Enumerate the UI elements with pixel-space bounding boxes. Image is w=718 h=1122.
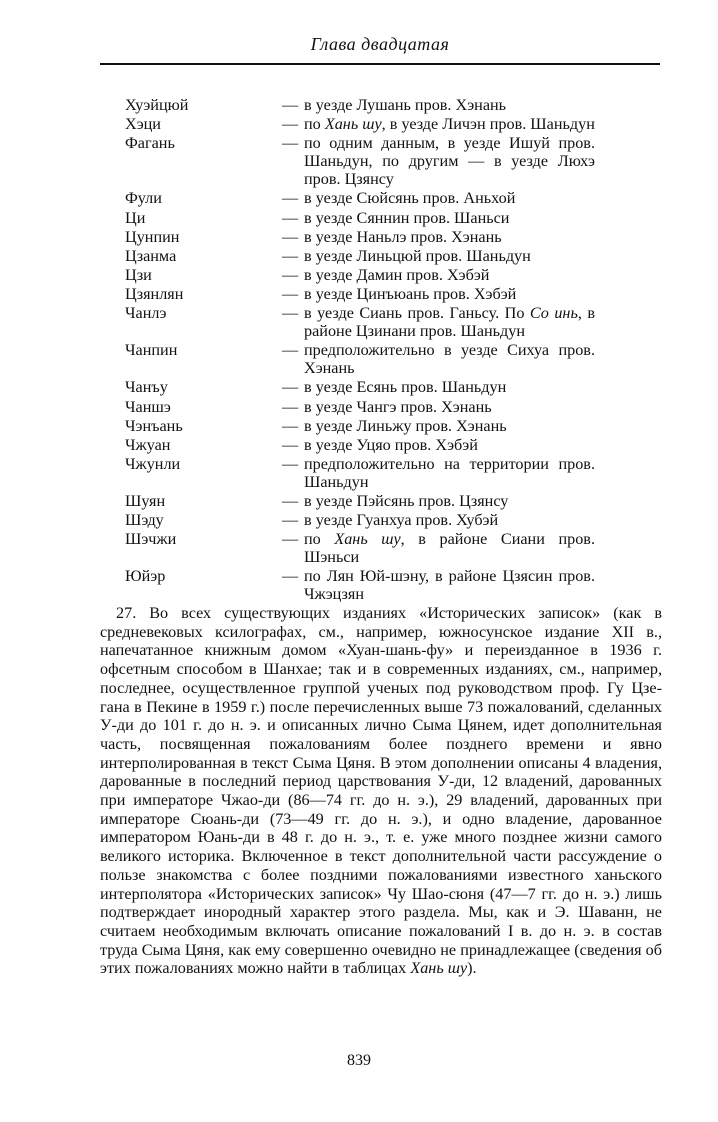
place-entry [125,285,595,303]
place-name: Чжунли [125,454,181,473]
place-entry [125,96,595,114]
place-name: Чанъу [125,378,168,397]
place-name: Чаншэ [125,397,171,416]
place-location: по одним данным, в уезде Ишуй пров. Шаньдун, по другим — в уезде Люхэ пров. Цзянсу [304,134,595,189]
place-location: в уезде Линьжу пров. Хэнань [304,416,507,435]
dash: — [282,378,299,397]
place-entry [125,417,595,435]
place-name: Хэци [125,115,161,134]
place-location: предположительно в уезде Сихуа пров. Хэнань [304,341,595,378]
dash: — [282,227,299,246]
dash: — [282,304,299,323]
italic-title: Хань шу [410,959,468,978]
dash: — [282,341,299,360]
text-run: , в уезде Личэн пров. Шаньдун [381,115,595,134]
place-location: в уезде Дамин пров. Хэбэй [304,265,490,284]
dash: — [282,115,299,134]
place-entry [125,189,595,207]
dash: — [282,397,299,416]
place-entry [125,134,595,188]
place-location: в уезде Пэйсянь пров. Цзянсу [304,491,509,510]
place-location: по Лян Юй-шэну, в районе Цзясин пров. Чжэцзян [304,567,595,604]
place-entry [125,228,595,246]
place-location [304,115,595,133]
note-27 [100,604,662,978]
text-run: по [304,530,335,549]
place-name: Ци [125,208,146,227]
place-entry [125,436,595,454]
place-name: Шэчжи [125,530,177,549]
header-rule [100,63,660,65]
place-location: в уезде Сюйсянь пров. Аньхой [304,189,516,208]
place-entry [125,530,595,566]
place-location: в уезде Цинъюань пров. Хэбэй [304,284,517,303]
dash: — [282,435,299,454]
place-entry [125,209,595,227]
dash: — [282,284,299,303]
place-name: Фули [125,189,162,208]
text-run: ). [467,959,477,978]
place-entry [125,492,595,510]
place-location: в уезде Линьцюй пров. Шаньдун [304,246,531,265]
place-entry [125,398,595,416]
place-name: Хуэйцюй [125,96,189,114]
italic-title: Со инь [529,304,578,323]
place-location: в уезде Наньлэ пров. Хэнань [304,227,502,246]
dash: — [282,134,299,153]
place-location: в уезде Уцяо пров. Хэбэй [304,435,478,454]
page-number: 839 [347,1052,371,1069]
place-name: Фагань [125,134,175,153]
place-name: Чанпин [125,341,178,360]
place-location: в уезде Гуанхуа пров. Хубэй [304,511,499,530]
dash: — [282,189,299,208]
text-run: в уезде Сиань пров. Ганьсу. По [304,304,530,323]
place-location [304,304,595,340]
dash: — [282,265,299,284]
place-entry [125,266,595,284]
dash: — [282,454,299,473]
italic-title: Хань шу [334,530,401,549]
dash: — [282,416,299,435]
place-name: Юйэр [125,567,166,586]
place-name: Чэнъань [125,416,183,435]
place-entry [125,455,595,491]
dash: — [282,491,299,510]
dash: — [282,96,299,114]
place-location: в уезде Чангэ пров. Хэнань [304,397,492,416]
place-location: в уезде Сяннин пров. Шаньси [304,208,510,227]
text-run: по [304,115,325,134]
text-run: 27. Во всех существующих изданиях «Исторических записок» (как в средневековых ксилографах, см., например, южносунское издание XII в., напечатанное книжным домом «Хуан-шань-фу» и переизданное в 1936 г. офсетным способом в Шанхае; так и в современных изданиях, см., например, последнее, осуществленное группой ученых под руководством проф. Гу Цзе-гана в Пекине в 1959 г.) после перечисленных выше 73 пожалований, сделанных У-ди до 101 г. до н. э. и описанных лично Сыма Цянем, идет дополнительная часть, посвященная пожалованиям более позднего времени и явно интерполированная в текст Сыма Цяня. В этом дополнении описаны 4 владения, дарованные в последний период царствования У-ди, 12 владений, дарованных при императоре Чжао-ди (86—74 гг. до н. э.), 29 владений, дарованных при императоре Сюань-ди (73—49 гг. до н. э.), и одно владение, дарованное императором Юань-ди в 48 г. до н. э., т. е. уже много позднее жизни самого великого историка. Включенное в текст дополнительной части рассуждение о пользе знакомства с более поздними пожалованиями известного ханьского интерполятора «Исторических записок» Чу Шао-сюня (47—7 гг. до н. э.) лишь подтверждает инородный характер этого раздела. Мы, как и Э. Шаванн, не считаем необходимым включать описание пожалований I в. до н. э. в состав труда Сыма Цяня, как ему совершенно очевидно не принадлежащее (сведения об этих пожалованиях можно найти в таблицах [100,604,662,978]
dash: — [282,511,299,530]
dash: — [282,246,299,265]
place-location: в уезде Лушань пров. Хэнань [304,96,507,114]
place-name: Цзанма [125,246,177,265]
text-run: , в районе Цзинани пров. Шаньдун [304,304,595,341]
place-location: предположительно на территории пров. Шаньдун [304,454,595,491]
dash: — [282,567,299,586]
place-name: Цунпин [125,227,180,246]
dash: — [282,208,299,227]
place-name: Шэду [125,511,164,530]
place-name: Цзянлян [125,284,184,303]
place-entry [125,341,595,377]
place-name: Цзи [125,265,152,284]
italic-title: Хань шу [324,115,382,134]
place-entry [125,511,595,529]
place-entry [125,304,595,340]
running-title: Глава двадцатая [310,34,450,54]
place-entry [125,567,595,603]
place-name: Чжуан [125,435,171,454]
place-location: в уезде Есянь пров. Шаньдун [304,378,507,397]
place-name: Шуян [125,491,166,510]
place-name: Чанлэ [125,304,167,323]
dash: — [282,530,299,549]
place-entry [125,378,595,396]
place-location [304,530,595,566]
text-run: , в районе Сиани пров. Шэньси [304,530,595,567]
place-entry [125,247,595,265]
place-list [125,96,595,605]
place-entry [125,115,595,133]
